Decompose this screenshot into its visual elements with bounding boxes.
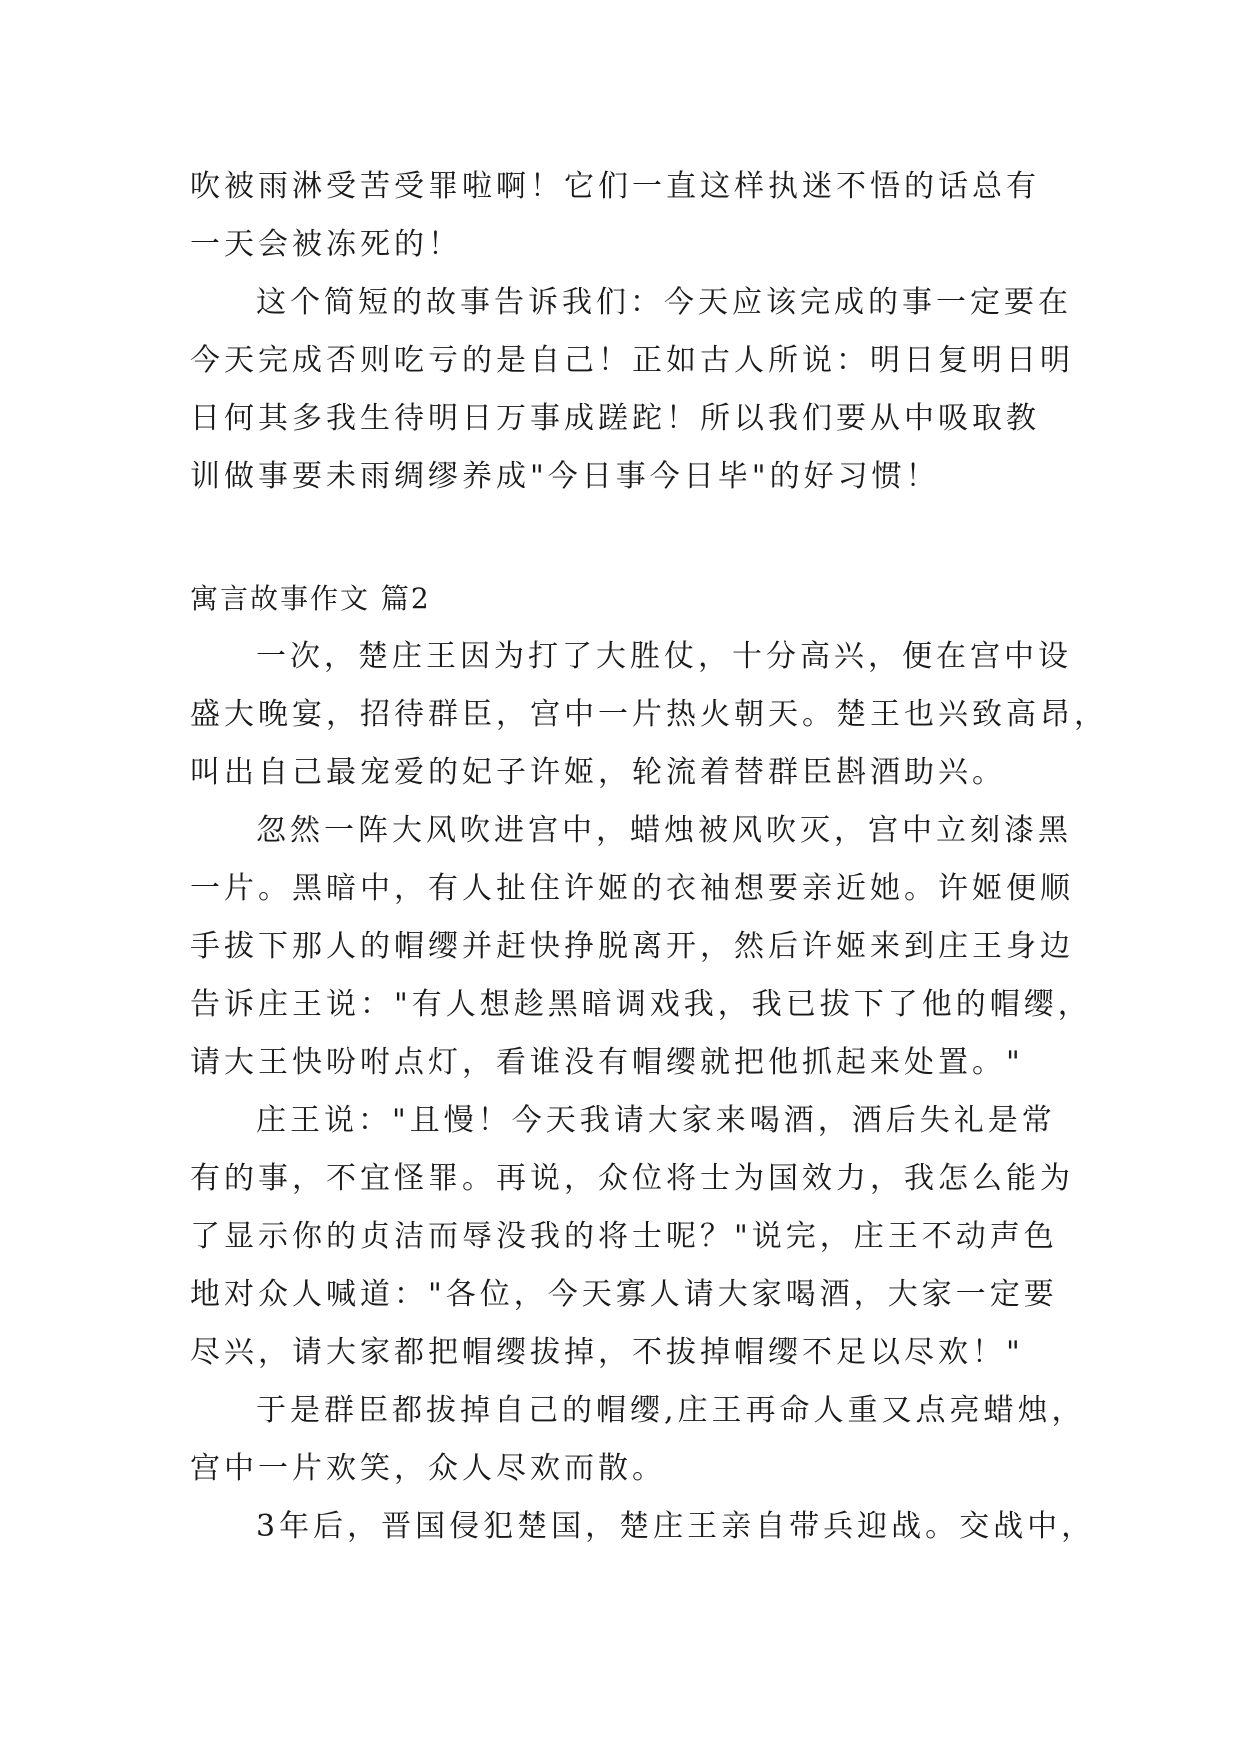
text-line: 告诉庄王说："有人想趁黑暗调戏我，我已拔下了他的帽缨，	[190, 987, 1092, 1022]
paragraph-banquet	[190, 628, 1108, 802]
text-line: 叫出自己最宠爱的妃子许姬，轮流着替群臣斟酒助兴。	[190, 755, 1006, 790]
paragraph-aftermath	[190, 1382, 1086, 1498]
text-line: 尽兴，请大家都把帽缨拔掉，不拔掉帽缨不足以尽欢！"	[190, 1335, 1024, 1370]
text-line: 请大王快吩咐点灯，看谁没有帽缨就把他抓起来处置。"	[190, 1045, 1024, 1080]
paragraph-darkness	[190, 802, 1092, 1092]
text-line: 训做事要未雨绸缪养成"今日事今日毕"的好习惯！	[190, 459, 940, 494]
text-line: 这个简短的故事告诉我们：今天应该完成的事一定要在	[256, 285, 1072, 320]
text-line: 一次，楚庄王因为打了大胜仗，十分高兴，便在宫中设	[256, 639, 1072, 674]
text-line: 手拔下那人的帽缨并赶快挣脱离开，然后许姬来到庄王身边	[190, 929, 1074, 964]
section-heading: 寓言故事作文 篇2	[190, 582, 431, 615]
text-line: 宫中一片欢笑，众人尽欢而散。	[190, 1451, 666, 1486]
text-line: 吹被雨淋受苦受罪啦啊！它们一直这样执迷不悟的话总有	[190, 169, 1040, 204]
text-line: 于是群臣都拔掉自己的帽缨,庄王再命人重又点亮蜡烛，	[256, 1393, 1086, 1428]
text-line: 盛大晚宴，招待群臣，宫中一片热火朝天。楚王也兴致高昂，	[190, 697, 1108, 732]
text-line: 一片。黑暗中，有人扯住许姬的衣袖想要亲近她。许姬便顺	[190, 871, 1074, 906]
text-line: 了显示你的贞洁而辱没我的将士呢？"说完，庄王不动声色	[190, 1219, 1058, 1254]
document-body	[190, 158, 1108, 1556]
text-line: 日何其多我生待明日万事成蹉跎！所以我们要从中吸取教	[190, 401, 1040, 436]
paragraph-three-years-later	[190, 1498, 1096, 1556]
text-line: 3年后，晋国侵犯楚国，楚庄王亲自带兵迎战。交战中，	[256, 1509, 1096, 1544]
text-line: 今天完成否则吃亏的是自己！正如古人所说：明日复明日明	[190, 343, 1074, 378]
text-line: 地对众人喊道："各位，今天寡人请大家喝酒，大家一定要	[190, 1277, 1058, 1312]
section-spacer	[190, 506, 1050, 570]
text-line: 忽然一阵大风吹进宫中，蜡烛被风吹灭，宫中立刻漆黑	[256, 813, 1072, 848]
paragraph-moral	[190, 274, 1074, 506]
text-line: 一天会被冻死的！	[190, 227, 462, 262]
text-line: 有的事，不宜怪罪。再说，众位将士为国效力，我怎么能为	[190, 1161, 1074, 1196]
paragraph-king-speech	[190, 1092, 1074, 1382]
paragraph-continued	[190, 158, 1050, 274]
text-line: 庄王说："且慢！今天我请大家来喝酒，酒后失礼是常	[256, 1103, 1056, 1138]
